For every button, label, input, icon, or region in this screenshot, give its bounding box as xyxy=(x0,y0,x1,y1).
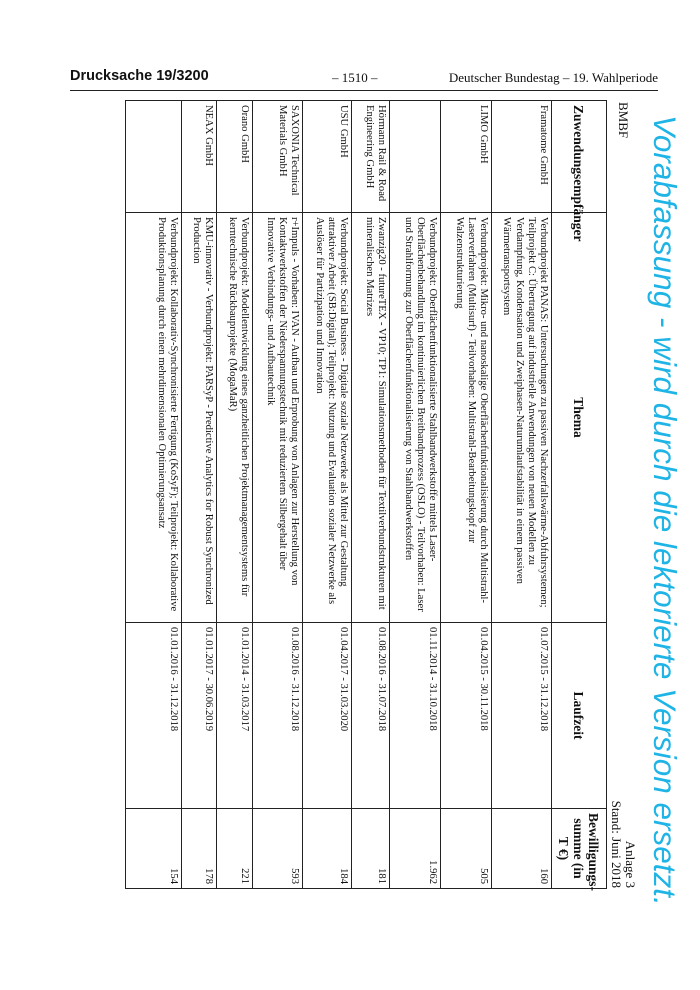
document-label: Drucksache 19/ xyxy=(70,68,177,84)
cell-laufzeit: 01.08.2016 - 31.07.2018 xyxy=(352,623,390,809)
table-row xyxy=(217,101,253,889)
cell-thema: Zwanzig20 - futureTEX - VP10; TP1: Simulationsmethoden für Textilverbundstrukturen mit mineralischen Matrizes xyxy=(352,213,390,623)
ministry-label: BMBF xyxy=(616,102,631,139)
cell-laufzeit: 01.01.2016 - 31.12.2018 xyxy=(126,623,182,809)
cell-laufzeit: 01.01.2014 - 31.03.2017 xyxy=(217,623,253,809)
table-row xyxy=(182,101,217,889)
cell-empfaenger: Orano GmbH xyxy=(217,101,253,213)
cell-thema: Verbundprojekt: Mikro- und nanoskalige Oberflächenfunktionalisierung durch Multistrahl-Laserverfahren (Multisurf) - Teilvorhaben: Multistrahl-Bearbeitungskopf zur Walzenstrukturierung xyxy=(441,213,492,623)
cell-thema: Verbundprojekt: Kollaborativ-Synchronisierte Fertigung (KoSyF); Teilprojekt: Kollaborative Produktionsplanung durch einen mehrdimensionalen Optimierungsansatz xyxy=(126,213,182,623)
table-row xyxy=(441,101,492,889)
cell-laufzeit: 01.07.2015 - 31.12.2018 xyxy=(492,623,552,809)
cell-empfaenger: NEAX GmbH xyxy=(182,101,217,213)
cell-summe: 160 xyxy=(492,809,552,889)
funding-table xyxy=(125,100,607,892)
column-header-empfaenger: Zuwendungsempfänger xyxy=(552,101,607,213)
cell-summe: 181 xyxy=(352,809,390,889)
page-number: – 1510 – xyxy=(332,70,378,85)
column-header-thema: Thema xyxy=(552,213,607,623)
cell-laufzeit: 01.04.2015 - 30.11.2018 xyxy=(441,623,492,809)
cell-laufzeit: 01.01.2017 - 30.06.2019 xyxy=(182,623,217,809)
cell-summe: 593 xyxy=(253,809,303,889)
table-row xyxy=(492,101,552,889)
cell-empfaenger: SAXONIA Technical Materials GmbH xyxy=(253,101,303,213)
cell-summe: 154 xyxy=(126,809,182,889)
cell-summe: 178 xyxy=(182,809,217,889)
publisher: Deutscher Bundestag – 19. Wahlperiode xyxy=(448,70,658,85)
annex-info xyxy=(609,801,637,888)
table-row xyxy=(352,101,390,889)
document-id xyxy=(70,68,209,84)
cell-empfaenger: Hörmann Rail & Road Engineering GmbH xyxy=(352,101,390,213)
table-row xyxy=(253,101,303,889)
watermark-text: Vorabfassung - wird durch die lektorierte Version ersetzt. xyxy=(647,115,683,906)
document-number: 3200 xyxy=(176,68,209,84)
column-header-summe: Bewilligungs-summe (in T €) xyxy=(552,809,607,889)
cell-empfaenger xyxy=(126,101,182,213)
cell-summe: 221 xyxy=(217,809,253,889)
table-row xyxy=(126,101,182,889)
table-row xyxy=(303,101,352,889)
cell-summe: 505 xyxy=(441,809,492,889)
cell-empfaenger: LIMO GmbH xyxy=(441,101,492,213)
cell-empfaenger: USU GmbH xyxy=(303,101,352,213)
rotated-page-content xyxy=(117,100,638,892)
cell-summe: 1.962 xyxy=(390,809,441,889)
cell-summe: 184 xyxy=(303,809,352,889)
column-header-laufzeit: Laufzeit xyxy=(552,623,607,809)
cell-thema: KMU-innovativ - Verbundprojekt: PARSyP - Predictive Analytics for Robust Synchronized Production xyxy=(182,213,217,623)
watermark xyxy=(645,115,685,906)
annex-status: Stand: Juni 2018 xyxy=(609,800,624,888)
cell-laufzeit: 01.08.2016 - 31.12.2018 xyxy=(253,623,303,809)
cell-laufzeit: 01.11.2014 - 31.10.2018 xyxy=(390,623,441,809)
cell-thema: Verbundprojekt: Modellentwicklung eines ganzheitlichen Projektmanagementsystems für kerntechnische Rückbauprojekte (MogaMaR) xyxy=(217,213,253,623)
table-row xyxy=(390,101,441,889)
cell-laufzeit: 01.04.2017 - 31.03.2020 xyxy=(303,623,352,809)
cell-empfaenger: Framatome GmbH xyxy=(492,101,552,213)
cell-thema: Verbundprojekt: Oberflächenfunktionalisierte Stahlbandwerkstoffe mittels Laser-Oberflächenbehandlung im kontinuierlichen Breitbandprozess (OSLO) - Teilvorhaben: Laser und Strahlformung zur Oberflächenfunktionalisierung von Stahlbandwerkstoffen xyxy=(390,213,441,623)
page-header xyxy=(70,68,658,90)
annex-label: Anlage 3 xyxy=(623,840,638,888)
cell-thema: r+Impuls - Vorhaben: IVAN - Aufbau und Erprobung von Anlagen zur Herstellung von Kontaktwerkstoffen der Niederspannungstechnik mit reduziertem Silbergehalt über Innovative Verbindungs- und Aufbautechnik xyxy=(253,213,303,623)
table-header-row xyxy=(552,101,607,889)
header-rule xyxy=(70,90,658,91)
cell-thema: Verbundprojekt: Social Business - Digitale soziale Netzwerke als Mittel zur Gestaltung attraktiver Arbeit (SB:Digital); Teilprojekt: Nutzung und Evaluation sozialer Netzwerke als Auslöser für Partizipation und Innovation xyxy=(303,213,352,623)
cell-empfaenger xyxy=(390,101,441,213)
cell-thema: Verbundprojekt PANAS: Untersuchungen zu passiven Nachzerfallswärme-Abfuhrsystemen; Teilprojekt C: Übertragung auf industrielle Anwendungen von neuen Modellen zu Verdampfung, Kondensation und Zweiphasen-Naturumlaufstabilität in einem passiven Wärmetransportsystem xyxy=(492,213,552,623)
